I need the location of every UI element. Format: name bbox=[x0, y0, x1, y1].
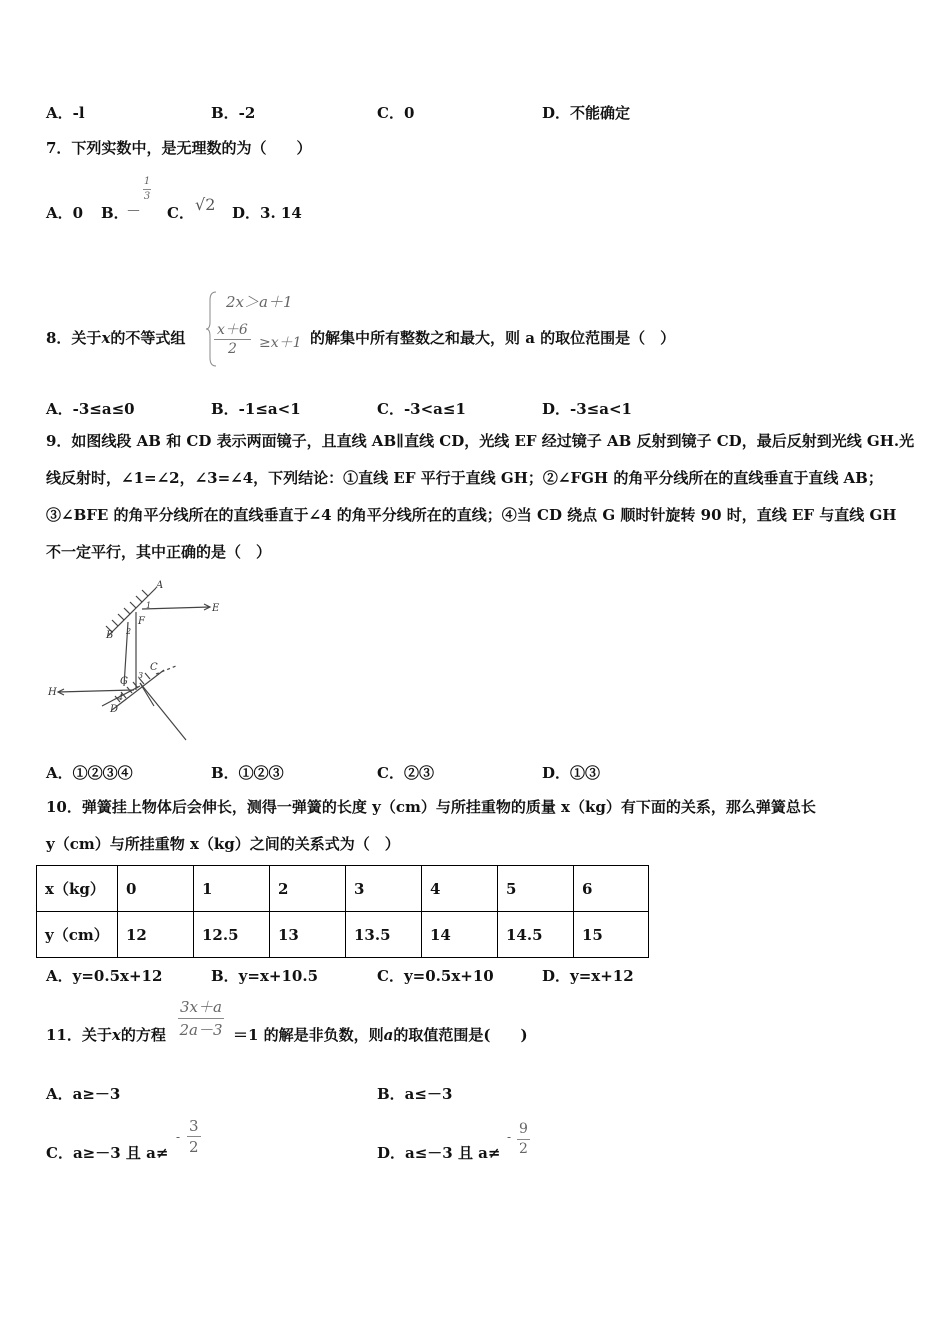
q6-option-c: C．0 bbox=[377, 104, 415, 122]
q9-option-c: C．②③ bbox=[377, 764, 434, 782]
q9-stem: 9．如图线段 AB 和 CD 表示两面镜子，且直线 AB∥直线 CD，光线 EF 经过镜子 AB 反射到镜子 CD，最后反射到光线 GH.光线反射时，∠1=∠2，∠3=∠4，下列结论：①直线 EF 平行于直线 GH；②∠FGH 的角平分线所在的直线垂直于直线 AB；③∠BFE 的角平分线所在的直线垂直于∠4 的角平分线所在的直线；④当 CD 绕点 G 顺时针旋转 90 时，直线 EF 与直线 GH 不一定平行，其中正确的是（ ） bbox=[46, 432, 915, 561]
q8-option-b: B．-1≤a<1 bbox=[211, 400, 301, 418]
q11-suffix-1: ＝1 的解是非负数，则 bbox=[233, 1026, 384, 1044]
table-cell: 13 bbox=[270, 912, 346, 958]
q11-stem-suffix bbox=[233, 1024, 528, 1045]
q7-option-d: D．3. 14 bbox=[232, 204, 302, 222]
label-e: E bbox=[212, 603, 220, 614]
q11-var-x: x bbox=[111, 1026, 121, 1044]
q8-mid: 的不等式组 bbox=[110, 329, 186, 347]
table-cell: 2 bbox=[270, 866, 346, 912]
q8-inequality-2-fraction bbox=[214, 321, 251, 358]
q11-mid: 的方程 bbox=[120, 1026, 166, 1044]
q6-option-d: D．不能确定 bbox=[542, 104, 631, 122]
table-cell: y（cm） bbox=[37, 912, 118, 958]
label-f: F bbox=[138, 616, 145, 627]
q11-option-b: B．a≤－3 bbox=[377, 1085, 453, 1103]
q10-option-c: C．y=0.5x+10 bbox=[377, 967, 494, 985]
q7-b-numerator: 1 bbox=[143, 176, 151, 187]
label-d: D bbox=[110, 704, 119, 715]
q11-option-c-neg: - bbox=[176, 1130, 181, 1144]
q10-option-a: A．y=0.5x+12 bbox=[46, 967, 163, 985]
q9-mirror-figure bbox=[46, 578, 231, 746]
q9-option-d: D．①③ bbox=[542, 764, 601, 782]
label-angle-3: 3 bbox=[138, 671, 144, 680]
q11-option-c-fraction bbox=[187, 1116, 201, 1157]
table-cell: 12.5 bbox=[194, 912, 270, 958]
label-angle-2: 2 bbox=[126, 627, 132, 636]
table-cell: 15 bbox=[574, 912, 649, 958]
q6-option-b: B．-2 bbox=[211, 104, 256, 122]
q7-option-c-label: C． bbox=[167, 204, 194, 222]
q11-d-denominator: 2 bbox=[519, 1141, 528, 1157]
q8-stem-prefix bbox=[46, 327, 185, 348]
table-cell: 3 bbox=[346, 866, 422, 912]
label-g: G bbox=[120, 676, 128, 687]
q11-option-d-text: D．a≤－3 且 a≠ bbox=[377, 1144, 501, 1162]
table-cell: 12 bbox=[118, 912, 194, 958]
q11-suffix-2: 的取值范围是( ) bbox=[393, 1026, 528, 1044]
q7-option-b-fraction bbox=[143, 176, 151, 203]
label-a: A bbox=[156, 580, 164, 591]
table-cell: 6 bbox=[574, 866, 649, 912]
table-cell: 5 bbox=[498, 866, 574, 912]
table-cell: x（kg） bbox=[37, 866, 118, 912]
q9-option-b: B．①②③ bbox=[211, 764, 284, 782]
q11-numerator: 3x＋a bbox=[178, 996, 224, 1019]
q8-prefix: 8．关于 bbox=[46, 329, 102, 347]
q8-ineq2-denominator: 2 bbox=[227, 341, 237, 357]
q7-option-a: A．0 bbox=[46, 204, 84, 222]
label-c: C bbox=[150, 662, 158, 673]
q11-option-a: A．a≥－3 bbox=[46, 1085, 121, 1103]
table-row-y bbox=[37, 912, 649, 958]
q8-inequality-1: 2x＞a＋1 bbox=[226, 293, 293, 311]
label-h: H bbox=[48, 687, 57, 698]
q11-option-c-text: C．a≥－3 且 a≠ bbox=[46, 1144, 169, 1162]
q7-option-b-minus: － bbox=[126, 202, 142, 220]
table-row-x bbox=[37, 866, 649, 912]
q9-option-a: A．①②③④ bbox=[46, 764, 133, 782]
q11-denominator: 2a－3 bbox=[179, 1021, 223, 1039]
q8-inequality-2-rest: ≥x＋1 bbox=[259, 335, 302, 351]
q11-option-d-fraction bbox=[517, 1120, 530, 1159]
table-cell: 14.5 bbox=[498, 912, 574, 958]
label-b: B bbox=[106, 630, 114, 641]
q11-stem-prefix bbox=[46, 1024, 166, 1045]
q10-stem-line1: 10．弹簧挂上物体后会伸长，测得一弹簧的长度 y（cm）与所挂重物的质量 x（kg）有下面的关系，那么弹簧总长 bbox=[46, 798, 816, 816]
q8-option-d: D．-3≤a<1 bbox=[542, 400, 632, 418]
q10-data-table bbox=[36, 865, 649, 958]
q10-option-b: B．y=x+10.5 bbox=[211, 967, 319, 985]
table-cell: 1 bbox=[194, 866, 270, 912]
q7-b-denominator: 3 bbox=[143, 191, 151, 202]
q6-option-a: A．-l bbox=[46, 104, 85, 122]
q8-option-c: C．-3<a≤1 bbox=[377, 400, 466, 418]
q11-equation-fraction bbox=[178, 996, 224, 1041]
q8-option-a: A．-3≤a≤0 bbox=[46, 400, 135, 418]
table-cell: 14 bbox=[422, 912, 498, 958]
table-cell: 4 bbox=[422, 866, 498, 912]
q10-stem-line2: y（cm）与所挂重物 x（kg）之间的关系式为（ ） bbox=[46, 835, 400, 853]
table-cell: 0 bbox=[118, 866, 194, 912]
q11-c-denominator: 2 bbox=[189, 1138, 199, 1156]
q11-c-numerator: 3 bbox=[189, 1117, 199, 1135]
q7-stem: 7．下列实数中，是无理数的为（ ） bbox=[46, 139, 312, 157]
q11-var-a: a bbox=[383, 1026, 394, 1044]
ray-ef bbox=[142, 607, 210, 609]
q8-stem-suffix: 的解集中所有整数之和最大，则 a 的取位范围是（ ） bbox=[310, 329, 676, 347]
q8-var-x: x bbox=[101, 329, 111, 347]
q8-ineq2-numerator: x＋6 bbox=[214, 321, 251, 340]
q10-option-d: D．y=x+12 bbox=[542, 967, 634, 985]
q11-d-numerator: 9 bbox=[517, 1120, 530, 1140]
q11-option-d-neg: - bbox=[507, 1130, 512, 1144]
q7-option-c-sqrt: √2 bbox=[195, 195, 216, 214]
table-cell: 13.5 bbox=[346, 912, 422, 958]
label-angle-4: 4 bbox=[118, 693, 124, 702]
label-angle-1: 1 bbox=[146, 601, 152, 610]
ray-gh bbox=[58, 690, 134, 692]
q11-prefix: 11．关于 bbox=[46, 1026, 112, 1044]
q7-option-b-label: B． bbox=[101, 204, 129, 222]
mirror-ab-line bbox=[108, 588, 156, 636]
